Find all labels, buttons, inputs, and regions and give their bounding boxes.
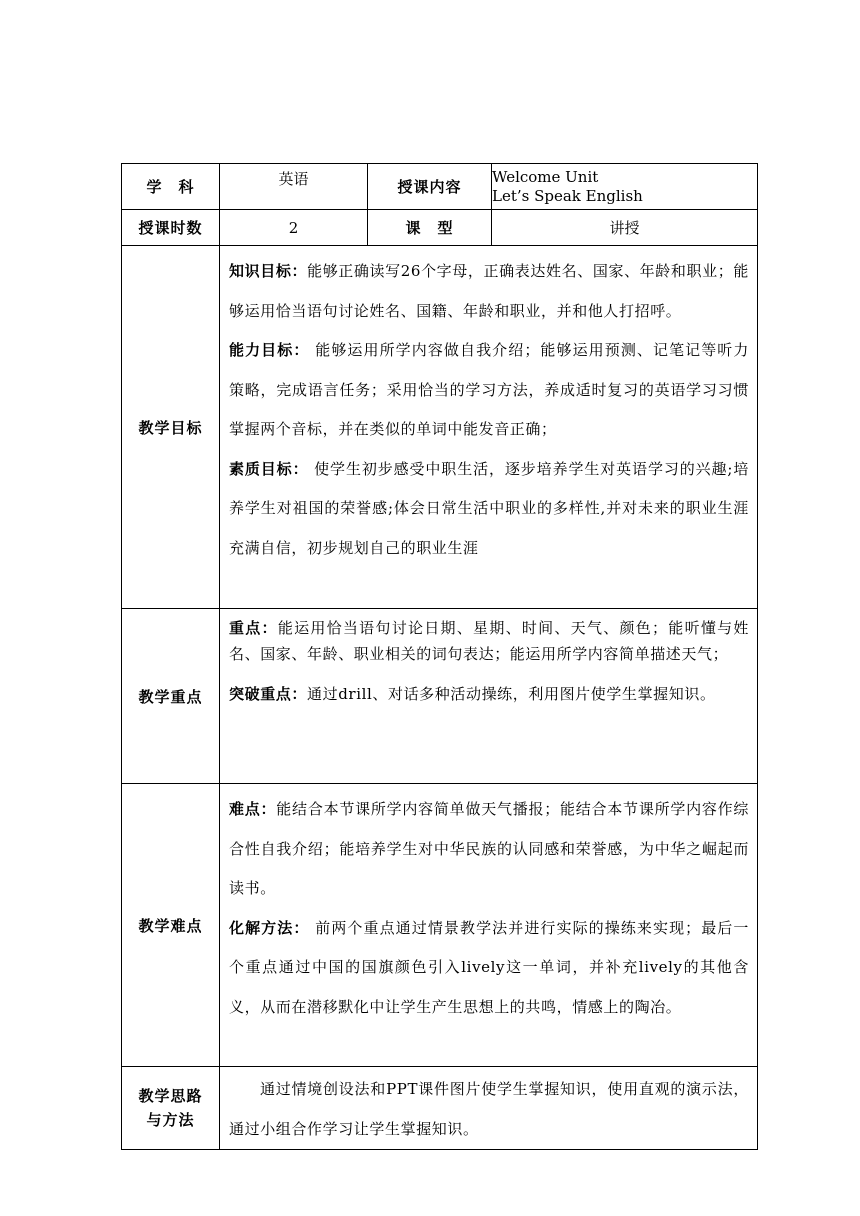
solution-text: 前两个重点通过情景教学法并进行实际的操练来实现；最后一个重点通过中国的国旗颜色引入lively这一单词，并补充lively的其他含义，从而在潜移默化中让学生产生思想上的共鸣，情感上的陶冶。	[229, 918, 749, 1016]
breakthrough-text: 通过drill、对话多种活动操练，利用图片使学生掌握知识。	[307, 685, 716, 703]
subject-value: 英语	[220, 164, 368, 210]
row-hours	[122, 210, 758, 246]
row-methods	[122, 1067, 758, 1150]
subject-label: 学 科	[122, 164, 220, 210]
knowledge-title: 知识目标：	[229, 262, 308, 280]
breakthrough-title: 突破重点：	[229, 685, 308, 703]
row-key-points	[122, 609, 758, 784]
solution-title: 化解方法：	[229, 918, 310, 937]
quality-objective	[229, 450, 749, 569]
type-label: 课 型	[368, 210, 492, 246]
methods-label	[122, 1067, 220, 1150]
focus-text: 能运用恰当语句讨论日期、星期、时间、天气、颜色；能听懂与姓名、国家、年龄、职业相关的词句表达；能运用所学内容简单描述天气；	[229, 619, 749, 663]
quality-text: 使学生初步感受中职生活，逐步培养学生对英语学习的兴趣;培养学生对祖国的荣誉感;体会日常生活中职业的多样性,并对未来的职业生涯充满自信，初步规划自己的职业生涯	[229, 459, 749, 557]
objectives-content	[220, 246, 758, 609]
quality-title: 素质目标：	[229, 459, 309, 478]
methods-label-line2: 与方法	[146, 1111, 195, 1129]
methods-text: 通过情境创设法和PPT课件图片使学生掌握知识，使用直观的演示法，通过小组合作学习让学生掌握知识。	[229, 1080, 749, 1138]
methods-label-line1: 教学思路	[138, 1087, 203, 1105]
content-value-line1: Welcome Unit	[492, 167, 599, 186]
difficulties-content	[220, 784, 758, 1067]
type-value: 讲授	[492, 210, 758, 246]
difficult-title: 难点：	[229, 800, 277, 818]
breakthrough-point	[229, 675, 749, 715]
key-points-label: 教学重点	[122, 609, 220, 784]
hours-label: 授课时数	[122, 210, 220, 246]
content-value	[492, 164, 758, 210]
content-value-line2: Let’s Speak English	[492, 186, 643, 205]
content-label: 授课内容	[368, 164, 492, 210]
key-points-content	[220, 609, 758, 784]
methods-content	[220, 1067, 758, 1150]
difficult-text: 能结合本节课所学内容简单做天气播报；能结合本节课所学内容作综合性自我介绍；能培养学生对中华民族的认同感和荣誉感，为中华之崛起而读书。	[229, 800, 749, 897]
knowledge-objective	[229, 252, 749, 331]
solution-method	[229, 909, 749, 1028]
objectives-label: 教学目标	[122, 246, 220, 609]
focus-title: 重点：	[229, 619, 278, 637]
row-difficulties	[122, 784, 758, 1067]
row-subject	[122, 164, 758, 210]
difficulties-label: 教学难点	[122, 784, 220, 1067]
focus-point	[229, 615, 749, 667]
knowledge-text: 能够正确读写26个字母，正确表达姓名、国家、年龄和职业；能够运用恰当语句讨论姓名、国籍、年龄和职业，并和他人打招呼。	[229, 262, 749, 320]
hours-value: 2	[220, 210, 368, 246]
difficult-point	[229, 790, 749, 909]
lesson-plan-table	[121, 163, 758, 1150]
row-objectives	[122, 246, 758, 609]
ability-title: 能力目标：	[229, 341, 310, 359]
ability-objective	[229, 331, 749, 450]
ability-text: 能够运用所学内容做自我介绍；能够运用预测、记笔记等听力策略，完成语言任务；采用恰当的学习方法，养成适时复习的英语学习习惯掌握两个音标，并在类似的单词中能发音正确；	[229, 341, 749, 438]
